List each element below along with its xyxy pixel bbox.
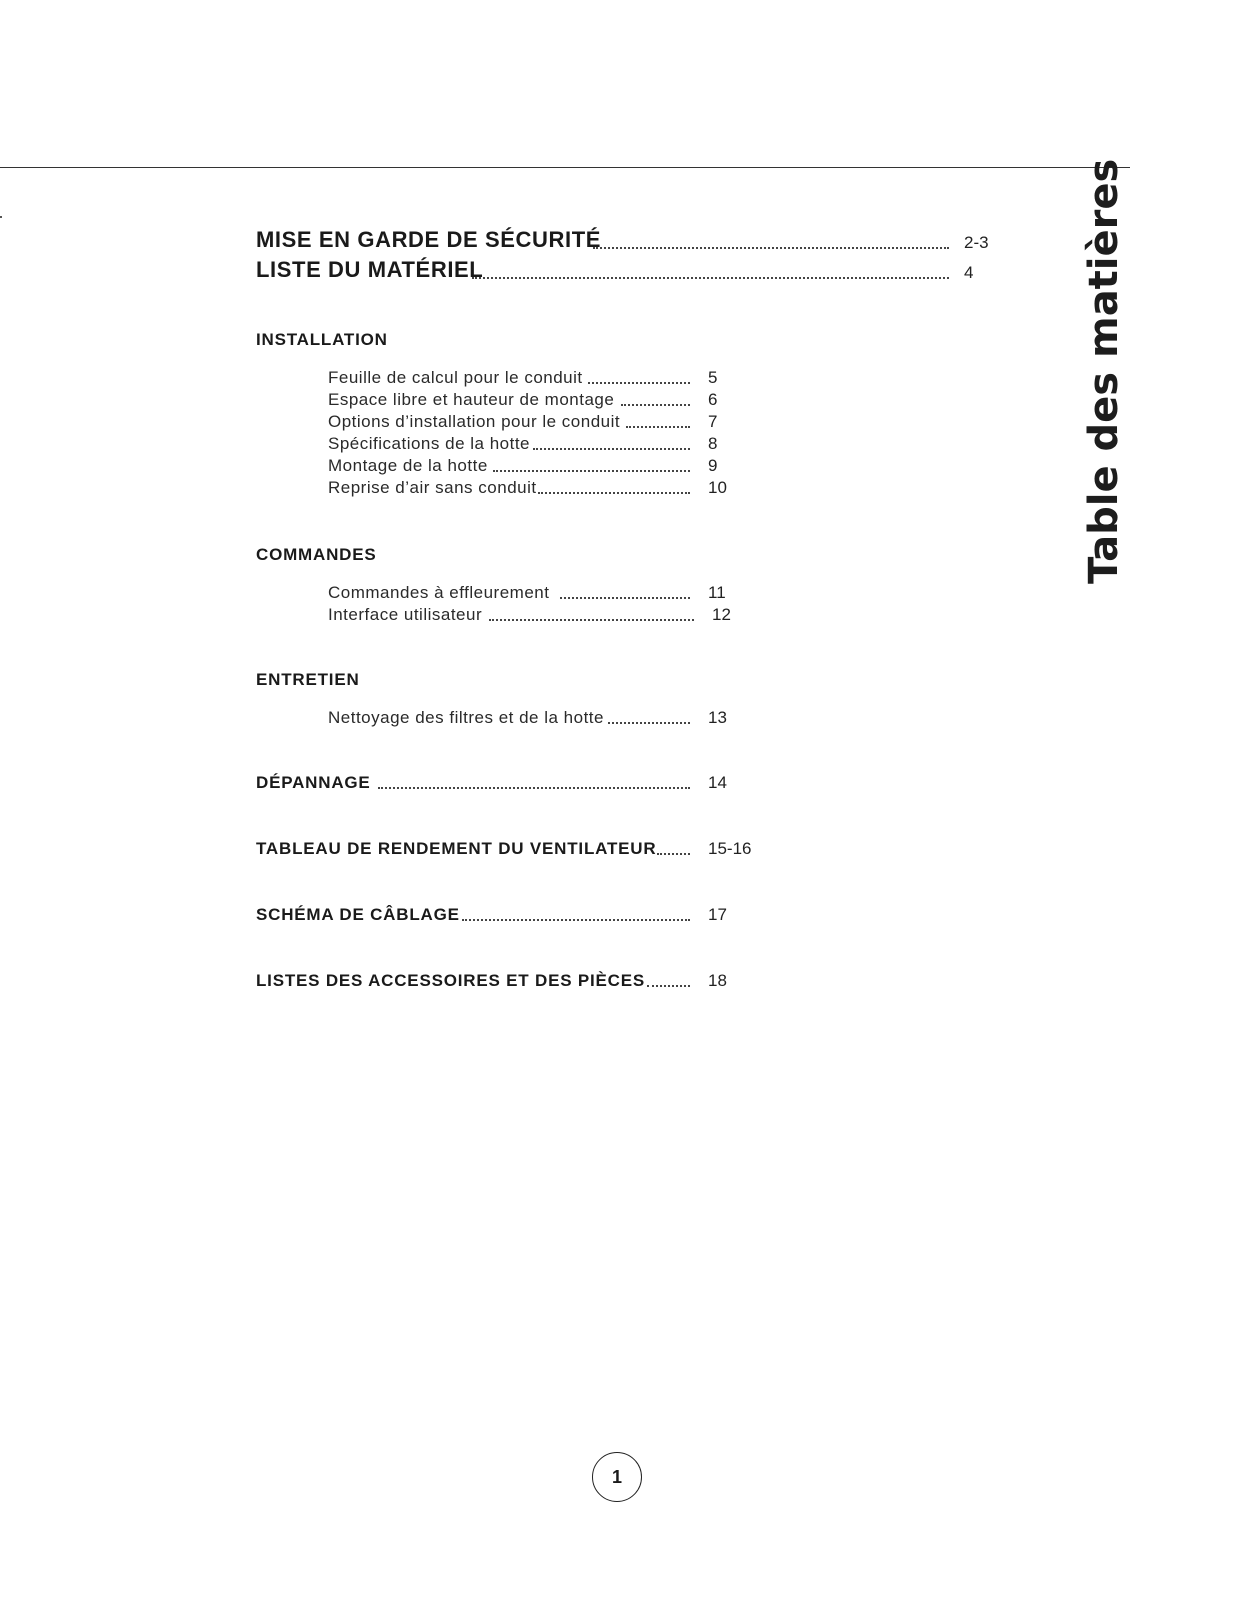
- toc-entry-safety[interactable]: [256, 227, 989, 255]
- toc-label: LISTE DU MATÉRIEL: [256, 257, 484, 282]
- toc-entry-filter-cleaning[interactable]: [328, 706, 748, 730]
- page-number-badge: [592, 1452, 642, 1502]
- toc-page: 17: [708, 905, 727, 924]
- toc-entry-wiring-diagram[interactable]: [256, 903, 756, 927]
- dot-leader: [593, 247, 949, 249]
- toc-page: 11: [708, 583, 726, 602]
- toc-entry-troubleshooting[interactable]: [256, 771, 756, 795]
- toc-page: 18: [708, 971, 727, 990]
- toc-label: Espace libre et hauteur de montage: [328, 390, 615, 409]
- side-title: [1068, 158, 1140, 584]
- dot-leader: [489, 619, 694, 621]
- toc-page: 14: [708, 773, 727, 792]
- toc-label: Interface utilisateur: [328, 605, 483, 624]
- toc-entry-clearance[interactable]: [328, 388, 748, 412]
- toc-page: 8: [708, 434, 718, 453]
- toc-entry-touch-controls[interactable]: [328, 581, 748, 605]
- toc-entry-materials[interactable]: [256, 257, 974, 285]
- dot-leader: [538, 492, 690, 494]
- toc-label: Spécifications de la hotte: [328, 434, 531, 453]
- dot-leader: [378, 787, 690, 789]
- header-rule: [0, 167, 1130, 168]
- toc-page: 12: [712, 605, 731, 624]
- toc-page: 6: [708, 390, 718, 409]
- toc-page: 10: [708, 478, 727, 497]
- toc-label: Montage de la hotte: [328, 456, 488, 475]
- toc-entry-duct-options[interactable]: [328, 410, 748, 434]
- dot-leader: [588, 382, 690, 384]
- dot-leader: [621, 404, 690, 406]
- toc-entry-fan-performance[interactable]: [256, 837, 756, 861]
- dot-leader: [608, 722, 690, 724]
- toc-label: SCHÉMA DE CÂBLAGE: [256, 905, 460, 924]
- toc-label: DÉPANNAGE: [256, 773, 371, 792]
- dot-leader: [472, 277, 949, 279]
- toc-entry-hood-specs[interactable]: [328, 432, 748, 456]
- dot-leader: [626, 426, 690, 428]
- toc-label: Options d’installation pour le conduit: [328, 412, 621, 431]
- side-title-text: Table des matières: [1081, 158, 1127, 584]
- dot-leader: [493, 470, 690, 472]
- toc-label: Feuille de calcul pour le conduit: [328, 368, 583, 387]
- toc-page: 5: [708, 368, 718, 387]
- toc-entry-user-interface[interactable]: [328, 603, 748, 627]
- dot-leader: [560, 597, 690, 599]
- dot-leader: [657, 853, 690, 855]
- toc-label: Reprise d’air sans conduit: [328, 478, 537, 497]
- margin-mark: [0, 216, 2, 218]
- toc-page: 9: [708, 456, 718, 475]
- toc-label: TABLEAU DE RENDEMENT DU VENTILATEUR: [256, 839, 657, 858]
- section-heading-maintenance: ENTRETIEN: [256, 670, 360, 689]
- toc-page: 2-3: [964, 233, 989, 252]
- dot-leader: [533, 448, 690, 450]
- toc-entry-ductless-recirculation[interactable]: [328, 476, 748, 500]
- toc-label: LISTES DES ACCESSOIRES ET DES PIÈCES: [256, 971, 646, 990]
- section-heading-installation: INSTALLATION: [256, 330, 388, 349]
- toc-page: 4: [964, 263, 974, 282]
- toc-label: Commandes à effleurement: [328, 583, 550, 602]
- toc-entry-duct-worksheet[interactable]: [328, 366, 748, 390]
- dot-leader: [462, 919, 690, 921]
- toc-page: 7: [708, 412, 718, 431]
- toc-entry-accessories-parts[interactable]: [256, 969, 756, 993]
- dot-leader: [647, 985, 690, 987]
- toc-page: 15-16: [708, 839, 752, 858]
- page-number: 1: [611, 1466, 622, 1487]
- toc-entry-hood-mounting[interactable]: [328, 454, 748, 478]
- section-heading-controls: COMMANDES: [256, 545, 377, 564]
- toc-page: 13: [708, 708, 727, 727]
- toc-label: MISE EN GARDE DE SÉCURITÉ: [256, 227, 602, 252]
- toc-label: Nettoyage des filtres et de la hotte: [328, 708, 604, 727]
